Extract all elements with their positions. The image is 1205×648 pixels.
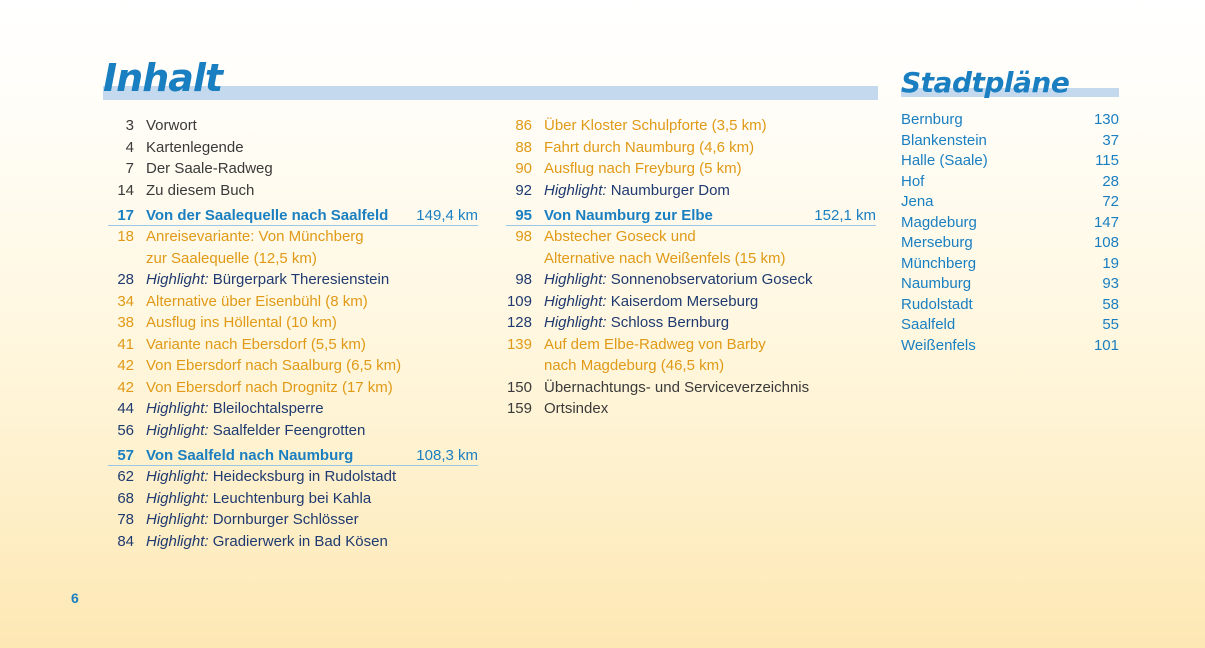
highlight-label: Highlight: (146, 400, 209, 417)
toc-entry[interactable] (506, 377, 876, 399)
city-page: 72 (1102, 193, 1119, 210)
toc-entry-route[interactable] (506, 115, 876, 137)
toc-page-number: 78 (117, 511, 134, 528)
highlight-label: Highlight: (146, 489, 209, 507)
section-page-number: 95 (515, 207, 532, 224)
toc-entry-text: Vorwort (146, 117, 197, 134)
toc-entry-text: Saalfelder Feengrotten (208, 421, 366, 439)
city-map-entry[interactable] (901, 254, 1119, 275)
section-heading[interactable] (108, 445, 478, 466)
highlight-label: Highlight: (544, 271, 607, 288)
city-name: Jena (901, 193, 934, 210)
page-title: Inhalt (103, 56, 223, 100)
city-page: 55 (1102, 316, 1119, 333)
page-number: 6 (71, 590, 79, 606)
toc-entry-highlight[interactable] (108, 509, 478, 531)
toc-page-number: 109 (506, 292, 532, 310)
toc-page-number: 68 (117, 489, 134, 507)
city-page: 28 (1102, 172, 1119, 190)
city-page: 108 (1093, 234, 1119, 251)
toc-entry-text: Sonnenobservatorium Goseck (606, 271, 813, 288)
section-distance: 108,3 km (416, 447, 478, 464)
toc-page-number: 7 (125, 160, 134, 177)
toc-page-number: 98 (515, 228, 532, 245)
toc-page-number: 4 (125, 138, 134, 156)
city-map-entry[interactable] (901, 192, 1119, 213)
city-map-entry[interactable] (901, 110, 1119, 131)
toc-page-number: 159 (506, 400, 532, 417)
toc-entry-text: Abstecher Goseck und (544, 228, 696, 245)
toc-entry-route[interactable] (108, 377, 478, 399)
toc-page-number: 98 (515, 271, 532, 288)
city-name: Naumburg (901, 275, 972, 292)
highlight-label: Highlight: (146, 532, 209, 550)
section-distance: 149,4 km (416, 207, 478, 224)
toc-page-number: 44 (117, 400, 134, 417)
toc-entry-text: Von Ebersdorf nach Saalburg (6,5 km) (146, 357, 402, 374)
toc-entry-text: Schloss Bernburg (606, 314, 730, 331)
toc-page-number: 90 (515, 160, 532, 177)
toc-entry-continuation: Alternative nach Weißenfels (15 km) (544, 249, 786, 267)
toc-entry-text: Ausflug nach Freyburg (5 km) (544, 160, 742, 177)
highlight-label: Highlight: (544, 314, 607, 331)
toc-entry[interactable] (108, 137, 478, 159)
toc-entry-text: Variante nach Ebersdorf (5,5 km) (146, 335, 366, 353)
city-map-entry[interactable] (901, 151, 1119, 172)
toc-entry-text: Auf dem Elbe-Radweg von Barby (544, 335, 766, 353)
toc-page-number: 18 (117, 228, 134, 245)
city-map-entry[interactable] (901, 315, 1119, 336)
toc-page-number: 139 (506, 335, 532, 353)
city-name: Saalfeld (901, 316, 956, 333)
toc-entry-highlight[interactable] (108, 269, 478, 291)
toc-entry-highlight[interactable] (506, 291, 876, 313)
side-title: Stadtpläne (901, 66, 1070, 99)
toc-entry-text: Ausflug ins Höllental (10 km) (146, 314, 337, 331)
toc-entry[interactable] (506, 398, 876, 420)
toc-entry-route[interactable] (506, 334, 876, 356)
toc-page-number: 84 (117, 532, 134, 550)
toc-entry-highlight[interactable] (108, 420, 478, 442)
section-page-number: 17 (117, 207, 134, 224)
toc-entry-text: Der Saale-Radweg (146, 160, 273, 177)
toc-entry-text: Über Kloster Schulpforte (3,5 km) (544, 117, 767, 134)
toc-entry-route[interactable] (108, 291, 478, 313)
highlight-label: Highlight: (146, 271, 209, 288)
city-map-entry[interactable] (901, 172, 1119, 193)
section-title: Von Saalfeld nach Naumburg (146, 447, 354, 464)
city-page: 58 (1102, 295, 1119, 313)
section-distance: 152,1 km (814, 207, 876, 224)
city-name: Blankenstein (901, 131, 987, 149)
toc-entry-text: Kaiserdom Merseburg (606, 292, 759, 310)
city-page: 37 (1102, 131, 1119, 149)
toc-entry-continuation: nach Magdeburg (46,5 km) (544, 357, 725, 374)
toc-page-number: 88 (515, 138, 532, 156)
section-page-number: 57 (117, 447, 134, 464)
toc-entry-highlight[interactable] (506, 180, 876, 202)
highlight-label: Highlight: (544, 181, 607, 199)
city-name: Halle (Saale) (901, 152, 988, 169)
toc-entry[interactable] (108, 115, 478, 137)
toc-entry-highlight[interactable] (108, 398, 478, 420)
toc-column-1 (108, 115, 478, 552)
toc-column-2 (506, 115, 876, 420)
toc-page-number: 41 (117, 335, 134, 353)
toc-page-number: 56 (117, 421, 134, 439)
toc-entry-text: Bleilochtalsperre (208, 400, 324, 417)
toc-entry-highlight[interactable] (108, 488, 478, 510)
toc-entry[interactable] (108, 180, 478, 202)
toc-entry-text: Leuchtenburg bei Kahla (208, 489, 372, 507)
toc-entry-highlight[interactable] (506, 269, 876, 291)
city-name: Rudolstadt (901, 295, 973, 313)
toc-entry-highlight[interactable] (108, 531, 478, 553)
toc-entry-route[interactable] (108, 226, 478, 248)
city-name: Weißenfels (901, 336, 976, 354)
toc-entry-text: Anreisevariante: Von Münchberg (146, 228, 364, 245)
toc-entry-continuation: zur Saalequelle (12,5 km) (146, 249, 317, 267)
city-map-entry[interactable] (901, 213, 1119, 234)
toc-page-number: 128 (506, 314, 532, 331)
toc-entry-text: Von Ebersdorf nach Drognitz (17 km) (146, 378, 393, 396)
city-map-entry[interactable] (901, 274, 1119, 295)
city-name: Münchberg (901, 254, 977, 272)
toc-entry-route[interactable] (506, 158, 876, 180)
toc-entry-text: Ortsindex (544, 400, 609, 417)
toc-entry[interactable] (108, 158, 478, 180)
toc-page-number: 38 (117, 314, 134, 331)
toc-entry-text: Übernachtungs- und Serviceverzeichnis (544, 378, 810, 396)
toc-entry-route[interactable] (506, 226, 876, 248)
toc-page-number: 34 (117, 292, 134, 310)
section-heading[interactable] (108, 205, 478, 226)
section-heading[interactable] (506, 205, 876, 226)
toc-page-number: 14 (117, 181, 134, 199)
toc-page-number: 3 (125, 117, 134, 134)
toc-page-number: 62 (117, 468, 134, 485)
toc-entry-text: Naumburger Dom (606, 181, 730, 199)
toc-entry-route[interactable] (108, 334, 478, 356)
city-map-entry[interactable] (901, 233, 1119, 254)
highlight-label: Highlight: (544, 292, 607, 310)
city-name: Magdeburg (901, 213, 977, 231)
toc-entry-text: Bürgerpark Theresienstein (208, 271, 390, 288)
toc-entry-text: Heidecksburg in Rudolstadt (208, 468, 397, 485)
intro-list (108, 115, 478, 201)
highlight-label: Highlight: (146, 468, 209, 485)
toc-entry-text: Dornburger Schlösser (208, 511, 359, 528)
toc-entry-route[interactable] (506, 137, 876, 159)
toc-page-number: 42 (117, 378, 134, 396)
toc-page-number: 86 (515, 117, 532, 134)
toc-entry-highlight[interactable] (108, 466, 478, 488)
toc-entry-route[interactable] (108, 355, 478, 377)
toc-page-number: 92 (515, 181, 532, 199)
toc-entry-route[interactable] (108, 312, 478, 334)
toc-page-number: 42 (117, 357, 134, 374)
city-name: Hof (901, 172, 925, 190)
city-page: 93 (1102, 275, 1119, 292)
city-map-entry[interactable] (901, 295, 1119, 316)
highlight-label: Highlight: (146, 421, 209, 439)
city-map-entry[interactable] (901, 131, 1119, 152)
toc-entry-text: Kartenlegende (146, 138, 244, 156)
city-name: Merseburg (901, 234, 973, 251)
city-page: 147 (1093, 213, 1119, 231)
city-page: 19 (1102, 254, 1119, 272)
toc-page-number: 150 (506, 378, 532, 396)
section-title: Von Naumburg zur Elbe (544, 207, 713, 224)
toc-entry-text: Fahrt durch Naumburg (4,6 km) (544, 138, 755, 156)
toc-entry-highlight[interactable] (506, 312, 876, 334)
city-map-list (901, 110, 1119, 356)
city-page: 130 (1093, 111, 1119, 128)
toc-entry-text: Zu diesem Buch (146, 181, 255, 199)
toc-page-number: 28 (117, 271, 134, 288)
toc-entry-text: Alternative über Eisenbühl (8 km) (146, 292, 368, 310)
city-name: Bernburg (901, 111, 963, 128)
city-page: 101 (1093, 336, 1119, 354)
highlight-label: Highlight: (146, 511, 209, 528)
toc-entry-text: Gradierwerk in Bad Kösen (208, 532, 388, 550)
city-map-entry[interactable] (901, 336, 1119, 357)
section-title: Von der Saalequelle nach Saalfeld (146, 207, 389, 224)
city-page: 115 (1095, 152, 1119, 169)
